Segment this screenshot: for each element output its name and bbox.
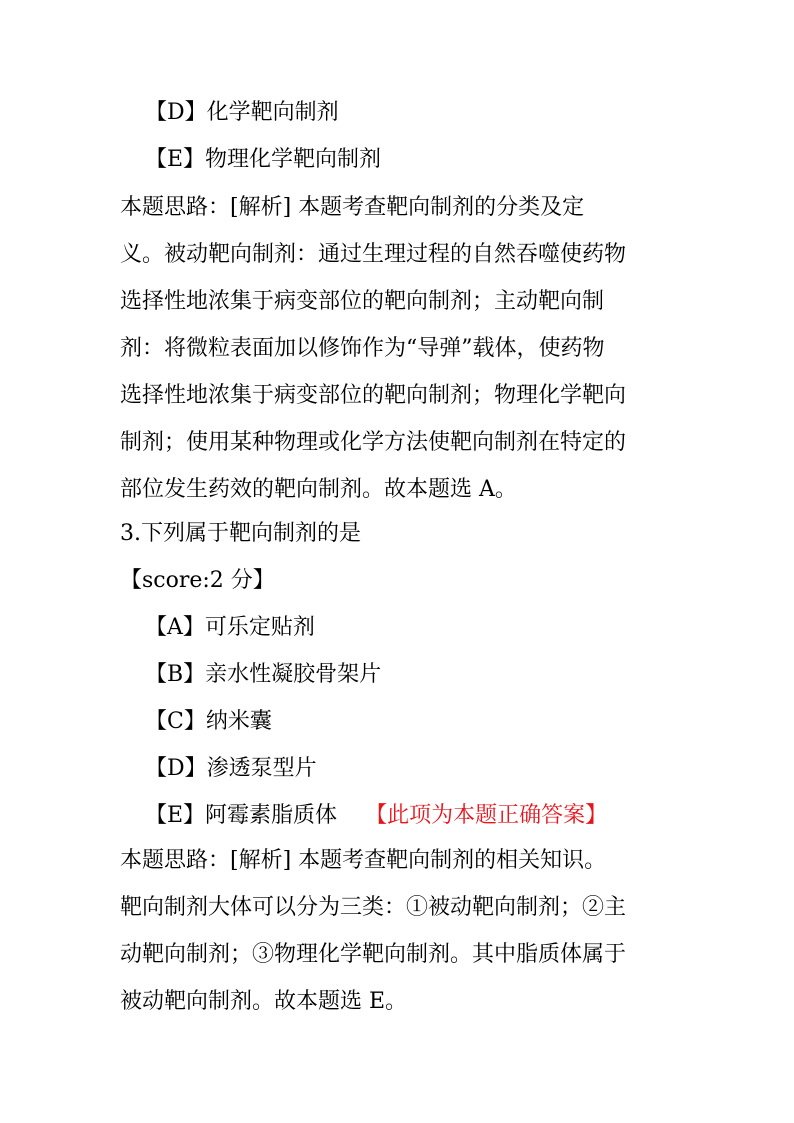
explanation-line: 本题思路：[解析] 本题考查靶向制剂的分类及定 xyxy=(120,195,585,220)
q3-option-a: 【A】可乐定贴剂 xyxy=(145,615,315,640)
explanation-line: 选择性地浓集于病变部位的靶向制剂；物理化学靶向 xyxy=(120,383,627,408)
explanation-line: 制剂；使用某种物理或化学方法使靶向制剂在特定的 xyxy=(120,430,627,455)
explanation-line: 动靶向制剂；③物理化学靶向制剂。其中脂质体属于 xyxy=(120,942,627,967)
explanation-line: 靶向制剂大体可以分为三类：①被动靶向制剂；②主 xyxy=(120,895,627,920)
q3-score: 【score:2 分】 xyxy=(120,568,275,593)
q3-option-e: 【E】阿霉素脂质体 xyxy=(145,803,338,828)
explanation-line: 义。被动靶向制剂：通过生理过程的自然吞噬使药物 xyxy=(120,242,627,267)
explanation-line: 剂：将微粒表面加以修饰作为“导弹”载体，使药物 xyxy=(120,336,605,361)
q3-option-c: 【C】纳米囊 xyxy=(145,709,272,734)
q2-option-d: 【D】化学靶向制剂 xyxy=(145,100,339,125)
q2-option-e: 【E】物理化学靶向制剂 xyxy=(145,147,382,172)
explanation-line: 部位发生药效的靶向制剂。故本题选 A。 xyxy=(120,477,517,502)
q3-option-d: 【D】渗透泵型片 xyxy=(145,756,317,781)
q3-question: 3.下列属于靶向制剂的是 xyxy=(120,521,361,546)
explanation-line: 被动靶向制剂。故本题选 E。 xyxy=(120,989,408,1014)
explanation-line: 本题思路：[解析] 本题考查靶向制剂的相关知识。 xyxy=(120,848,607,873)
correct-answer-mark: 【此项为本题正确答案】 xyxy=(365,803,608,828)
q3-option-e-row xyxy=(145,793,705,839)
explanation-line: 选择性地浓集于病变部位的靶向制剂；主动靶向制 xyxy=(120,289,605,314)
q3-option-b: 【B】亲水性凝胶骨架片 xyxy=(145,662,382,687)
